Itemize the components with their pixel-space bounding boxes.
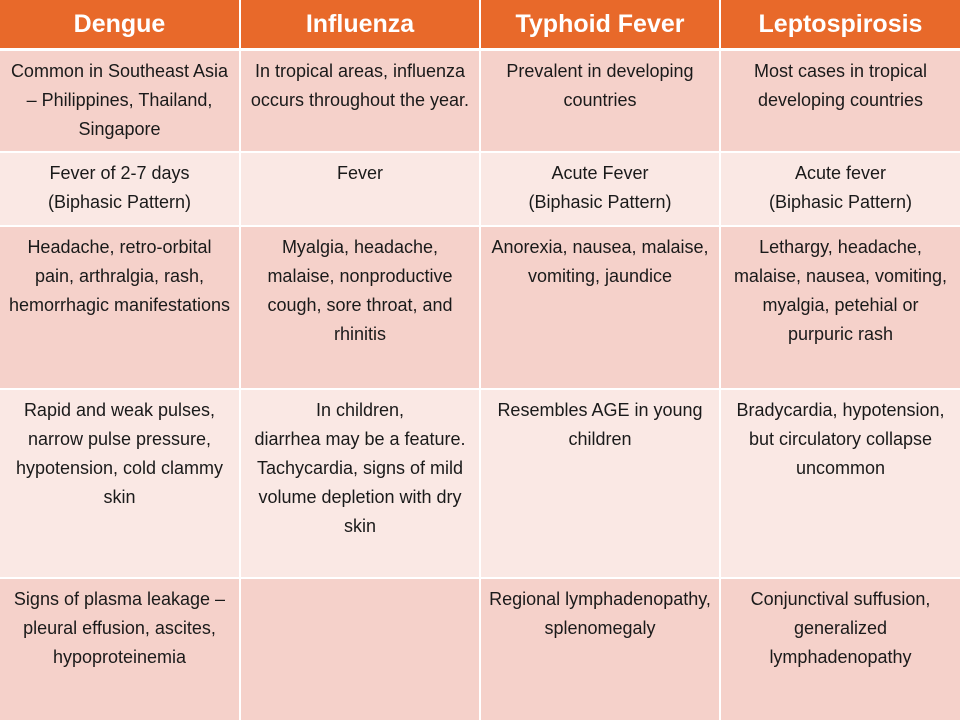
table-cell: Resembles AGE in young children: [480, 389, 720, 578]
table-row-symptoms: [0, 226, 960, 389]
table-cell: Fever of 2-7 days (Biphasic Pattern): [0, 152, 240, 226]
table-cell: Common in Southeast Asia – Philippines, Thailand, Singapore: [0, 50, 240, 153]
table-cell: Regional lymphadenopathy, splenomegaly: [480, 578, 720, 720]
table-cell: In tropical areas, influenza occurs throughout the year.: [240, 50, 480, 153]
table-row-epidemiology: [0, 50, 960, 153]
header-typhoid-fever: Typhoid Fever: [480, 0, 720, 50]
table-cell: Prevalent in developing countries: [480, 50, 720, 153]
table-cell: Headache, retro-orbital pain, arthralgia, rash, hemorrhagic manifestations: [0, 226, 240, 389]
header-dengue: Dengue: [0, 0, 240, 50]
table-cell: Rapid and weak pulses, narrow pulse pressure, hypotension, cold clammy skin: [0, 389, 240, 578]
table-row-circulation: [0, 389, 960, 578]
table-cell: Lethargy, headache, malaise, nausea, vomiting, myalgia, petehial or purpuric rash: [720, 226, 960, 389]
table-cell: Acute Fever (Biphasic Pattern): [480, 152, 720, 226]
table-cell: [240, 578, 480, 720]
table-row-other-signs: [0, 578, 960, 720]
table-cell: Bradycardia, hypotension, but circulatory collapse uncommon: [720, 389, 960, 578]
table-cell: Acute fever (Biphasic Pattern): [720, 152, 960, 226]
header-row: [0, 0, 960, 50]
table-row-fever: [0, 152, 960, 226]
table-cell: Most cases in tropical developing countries: [720, 50, 960, 153]
header-leptospirosis: Leptospirosis: [720, 0, 960, 50]
table-cell: Signs of plasma leakage – pleural effusion, ascites, hypoproteinemia: [0, 578, 240, 720]
table-cell: Conjunctival suffusion, generalized lymphadenopathy: [720, 578, 960, 720]
table-cell: Anorexia, nausea, malaise, vomiting, jaundice: [480, 226, 720, 389]
table-cell: Myalgia, headache, malaise, nonproductive cough, sore throat, and rhinitis: [240, 226, 480, 389]
table-cell: Fever: [240, 152, 480, 226]
header-influenza: Influenza: [240, 0, 480, 50]
table-cell: In children, diarrhea may be a feature. Tachycardia, signs of mild volume depletion with dry skin: [240, 389, 480, 578]
